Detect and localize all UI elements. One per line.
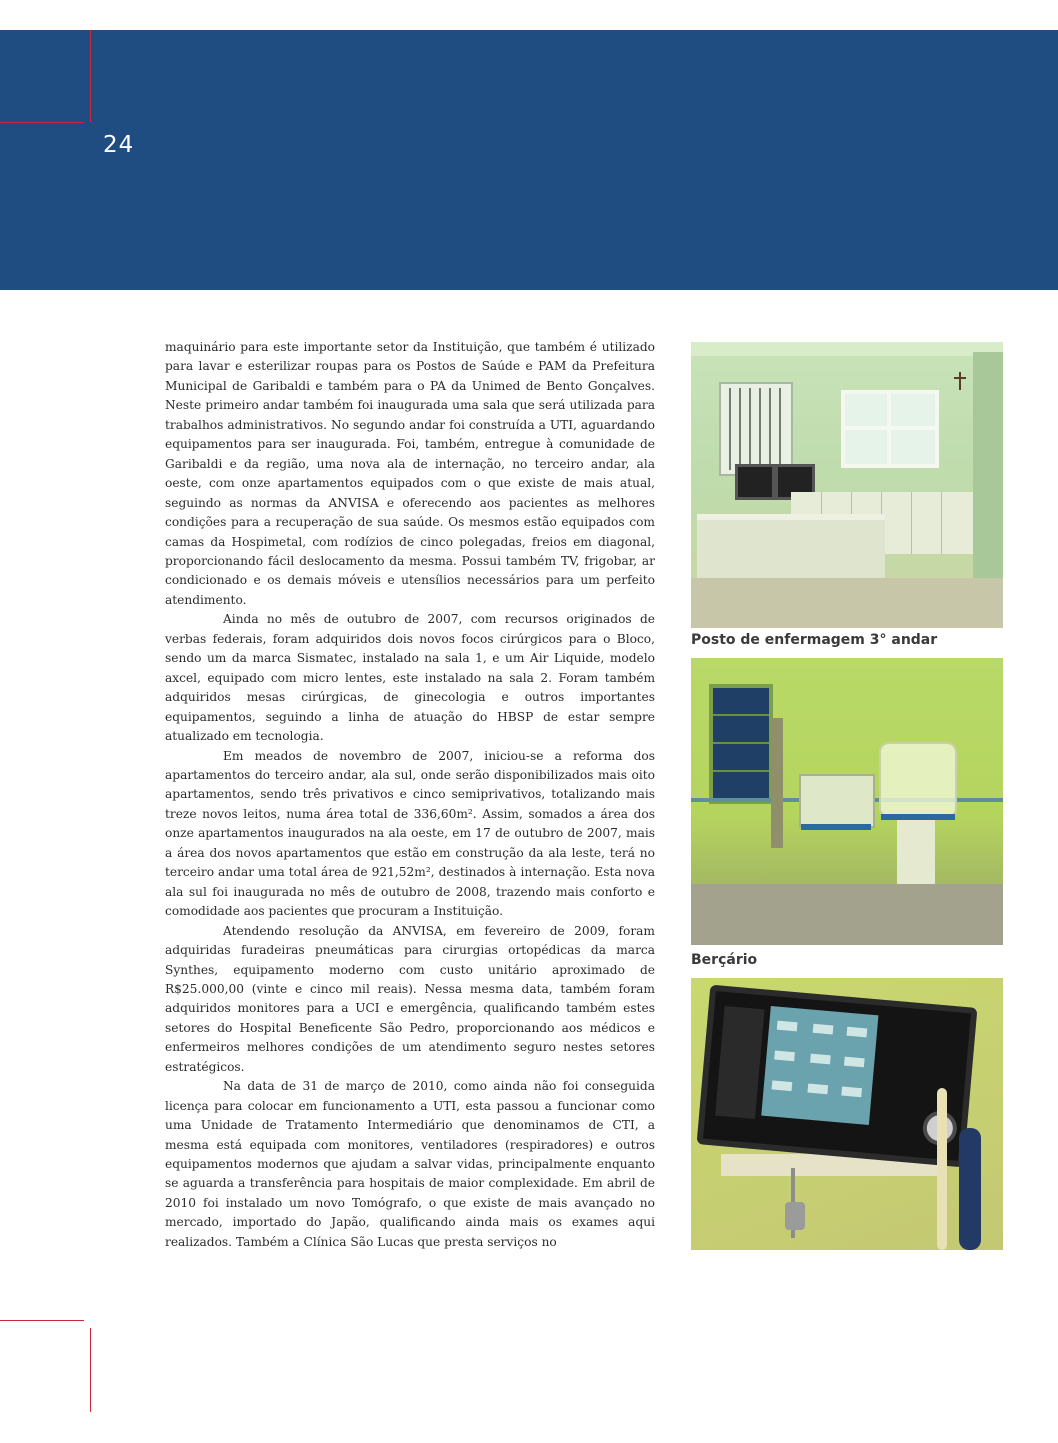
paragraph: Na data de 31 de março de 2010, como ainda não foi conseguida licença para colocar em funcionamento a UTI, esta passou a funcionar como uma Unidade de Tratamento Intermediário que denominamos de CTI, a mesma está equipada com monitores, ventiladores (respiradores) e outros equipamentos modernos que ajudam a salvar vidas, principalmente enquanto se aguarda a transferência para hospitais de maior complexidade. Em abril de 2010 foi instalado um novo Tomógrafo, o que existe de mais avançado no mercado, importado do Japão, qualificando ainda mais os exames aqui realizados. Também a Clínica São Lucas que presta serviços no xyxy=(165,1079,655,1249)
photo-nursery xyxy=(691,658,1003,945)
article-body xyxy=(165,338,655,1252)
photo-nursing-station xyxy=(691,342,1003,628)
paragraph: maquinário para este importante setor da Instituição, que também é utilizado para lavar e esterilizar roupas para os Postos de Saúde e PAM da Prefeitura Municipal de Garibaldi e também para o PA da Unimed de Bento Gonçalves. Neste primeiro andar também foi inaugurada uma sala que será utilizada para trabalhos administrativos. No segundo andar foi construída a UTI, aguardando equipamentos para ser inaugurada. Foi, também, entregue à comunidade de Garibaldi e da região, uma nova ala de internação, no terceiro andar, ala oeste, com onze apartamentos equipados com o que existe de mais atual, seguindo as normas da ANVISA e oferecendo aos pacientes as melhores condições para a recuperação de sua saúde. Os mesmos estão equipados com camas da Hospimetal, com rodízios de cinco polegadas, freios em diagonal, proporcionando fácil deslocamento da mesma. Possui também TV, frigobar, ar condicionado e os demais móveis e utensílios necessários para um perfeito atendimento. xyxy=(165,340,655,607)
paragraph: Atendendo resolução da ANVISA, em fevereiro de 2009, foram adquiridas furadeiras pneumáticas para cirurgias ortopédicas da marca Synthes, equipamento moderno com custo unitário aproximado de R$25.000,00 (vinte e cinco mil reais). Nessa mesma data, também foram adquiridos monitores para a UCI e emergência, qualificando também estes setores do Hospital Beneficente São Pedro, proporcionando aos médicos e enfermeiros melhores condições de um atendimento seguro nestes setores estratégicos. xyxy=(165,923,655,1074)
crop-mark-bottom-horizontal xyxy=(0,1320,84,1321)
photo-caption: Posto de enfermagem 3° andar xyxy=(691,632,938,648)
photo-ventilator xyxy=(691,978,1003,1250)
paragraph: Ainda no mês de outubro de 2007, com recursos originados de verbas federais, foram adquiridos dois novos focos cirúrgicos para o Bloco, sendo um da marca Sismatec, instalado na sala 1, e um Air Liquide, modelo axcel, equipado com micro lentes, este instalado na sala 2. Foram também adquiridos mesas cirúrgicas, de ginecologia e outros importantes equipamentos, seguindo a linha de atuação do HBSP de estar sempre atualizado em tecnologia. xyxy=(165,612,655,744)
paragraph: Em meados de novembro de 2007, iniciou-se a reforma dos apartamentos do terceiro andar, ala sul, onde serão disponibilizados mais oito apartamentos, sendo três privativos e cinco semiprivativos, totalizando mais treze novos leitos, numa área total de 336,60m². Assim, somados a área dos onze apartamentos inaugurados na ala oeste, em 17 de outubro de 2007, mais a área dos novos apartamentos que estão em construção da ala leste, terá no terceiro andar uma total área de 921,52m², destinados à internação. Esta nova ala sul foi inaugurada no mês de outubro de 2008, trazendo mais conforto e comodidade aos pacientes que procuram a Instituição. xyxy=(165,748,655,919)
page-number: 24 xyxy=(103,132,135,158)
header-banner xyxy=(0,30,1058,290)
photo-caption: Berçário xyxy=(691,952,758,968)
crop-mark-top-horizontal xyxy=(0,122,84,123)
crop-mark-top-vertical xyxy=(90,30,91,122)
crop-mark-bottom-vertical xyxy=(90,1328,91,1412)
